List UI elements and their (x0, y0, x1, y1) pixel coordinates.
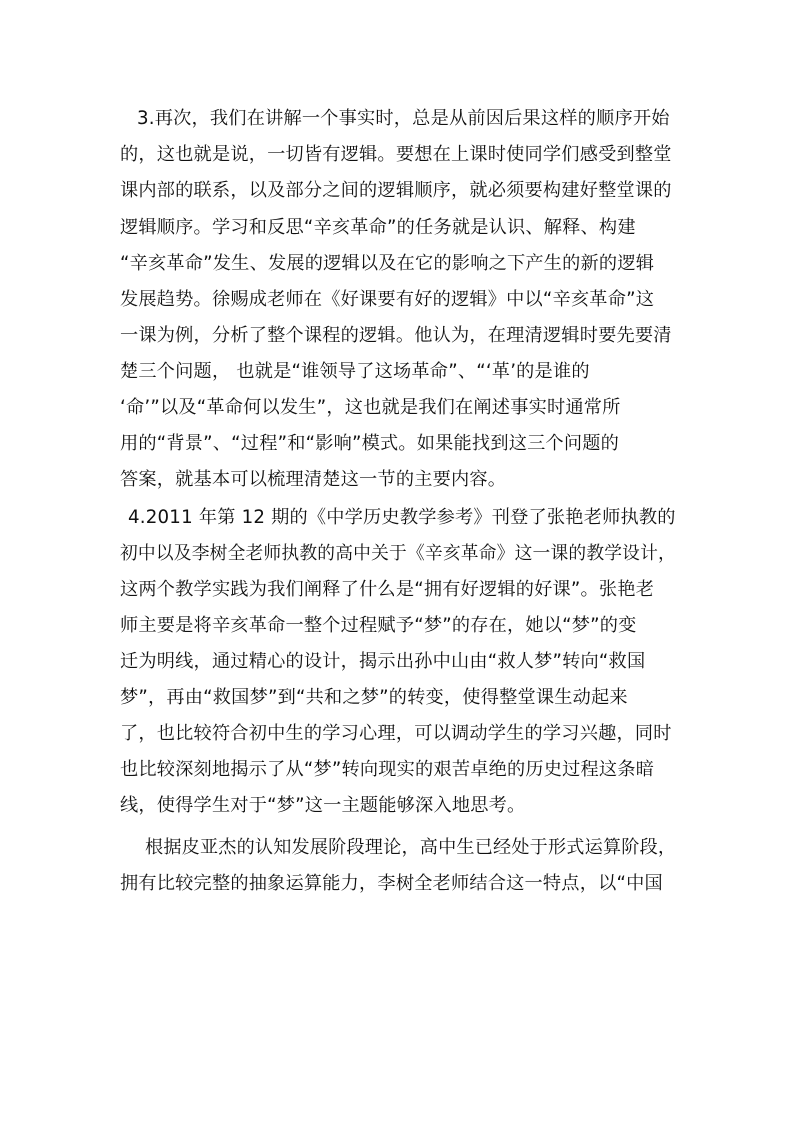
paragraph-5-line-1: 根据皮亚杰的认知发展阶段理论，高中生已经处于形式运算阶段， (145, 837, 677, 858)
paragraph-4-line-4: 师主要是将辛亥革命一整个过程赋予“梦”的存在，她以“梦”的变 (120, 615, 637, 636)
paragraph-5-line-2: 拥有比较完整的抽象运算能力，李树全老师结合这一特点，以“中国 (120, 873, 663, 894)
paragraph-4-line-3: 这两个教学实践为我们阐释了什么是“拥有好逻辑的好课”。张艳老 (120, 579, 655, 600)
paragraph-3-line-10: 用的“背景”、“过程”和“影响”模式。如果能找到这三个问题的 (120, 433, 620, 454)
paragraph-3-line-3: 课内部的联系，以及部分之间的逻辑顺序，就必须要构建好整堂课的 (120, 180, 672, 201)
paragraph-4-line-6: 梦”，再由“救国梦”到“共和之梦”的转变，使得整堂课生动起来 (120, 687, 628, 708)
paragraph-3-line-11: 答案，就基本可以梳理清楚这一节的主要内容。 (120, 469, 507, 490)
paragraph-3-line-7: 一课为例，分析了整个课程的逻辑。他认为，在理清逻辑时要先要清 (120, 325, 672, 346)
paragraph-4-line-2: 初中以及李树全老师执教的高中关于《辛亥革命》这一课的教学设计， (120, 543, 676, 564)
paragraph-3-line-6: 发展趋势。徐赐成老师在《好课要有好的逻辑》中以“辛亥革命”这 (120, 289, 655, 310)
paragraph-3-line-2: 的，这也就是说，一切皆有逻辑。要想在上课时使同学们感受到整堂 (120, 144, 672, 165)
paragraph-3-line-8: 楚三个问题， 也就是“谁领导了这场革命”、“‘革’的是谁的 (120, 361, 590, 382)
paragraph-4-line-1: 4.2011 年第 12 期的《中学历史教学参考》刊登了张艳老师执教的 (128, 507, 676, 528)
paragraph-4-line-8: 也比较深刻地揭示了从“梦”转向现实的艰苦卓绝的历史过程这条暗 (120, 759, 655, 780)
paragraph-4-line-7: 了，也比较符合初中生的学习心理，可以调动学生的学习兴趣，同时 (120, 723, 672, 744)
paragraph-3-line-1: 3.再次，我们在讲解一个事实时，总是从前因后果这样的顺序开始 (137, 108, 670, 129)
paragraph-3-line-9: ‘命’”以及“革命何以发生”，这也就是我们在阐述事实时通常所 (120, 397, 621, 418)
paragraph-4-line-5: 迁为明线，通过精心的设计，揭示出孙中山由“救人梦”转向“救国 (120, 651, 646, 672)
paragraph-3-line-4: 逻辑顺序。学习和反思“辛亥革命”的任务就是认识、解释、构建 (120, 217, 636, 238)
paragraph-4-line-9: 线，使得学生对于“梦”这一主题能够深入地思考。 (120, 795, 526, 816)
paragraph-3-line-5: “辛亥革命”发生、发展的逻辑以及在它的影响之下产生的新的逻辑 (120, 253, 655, 274)
